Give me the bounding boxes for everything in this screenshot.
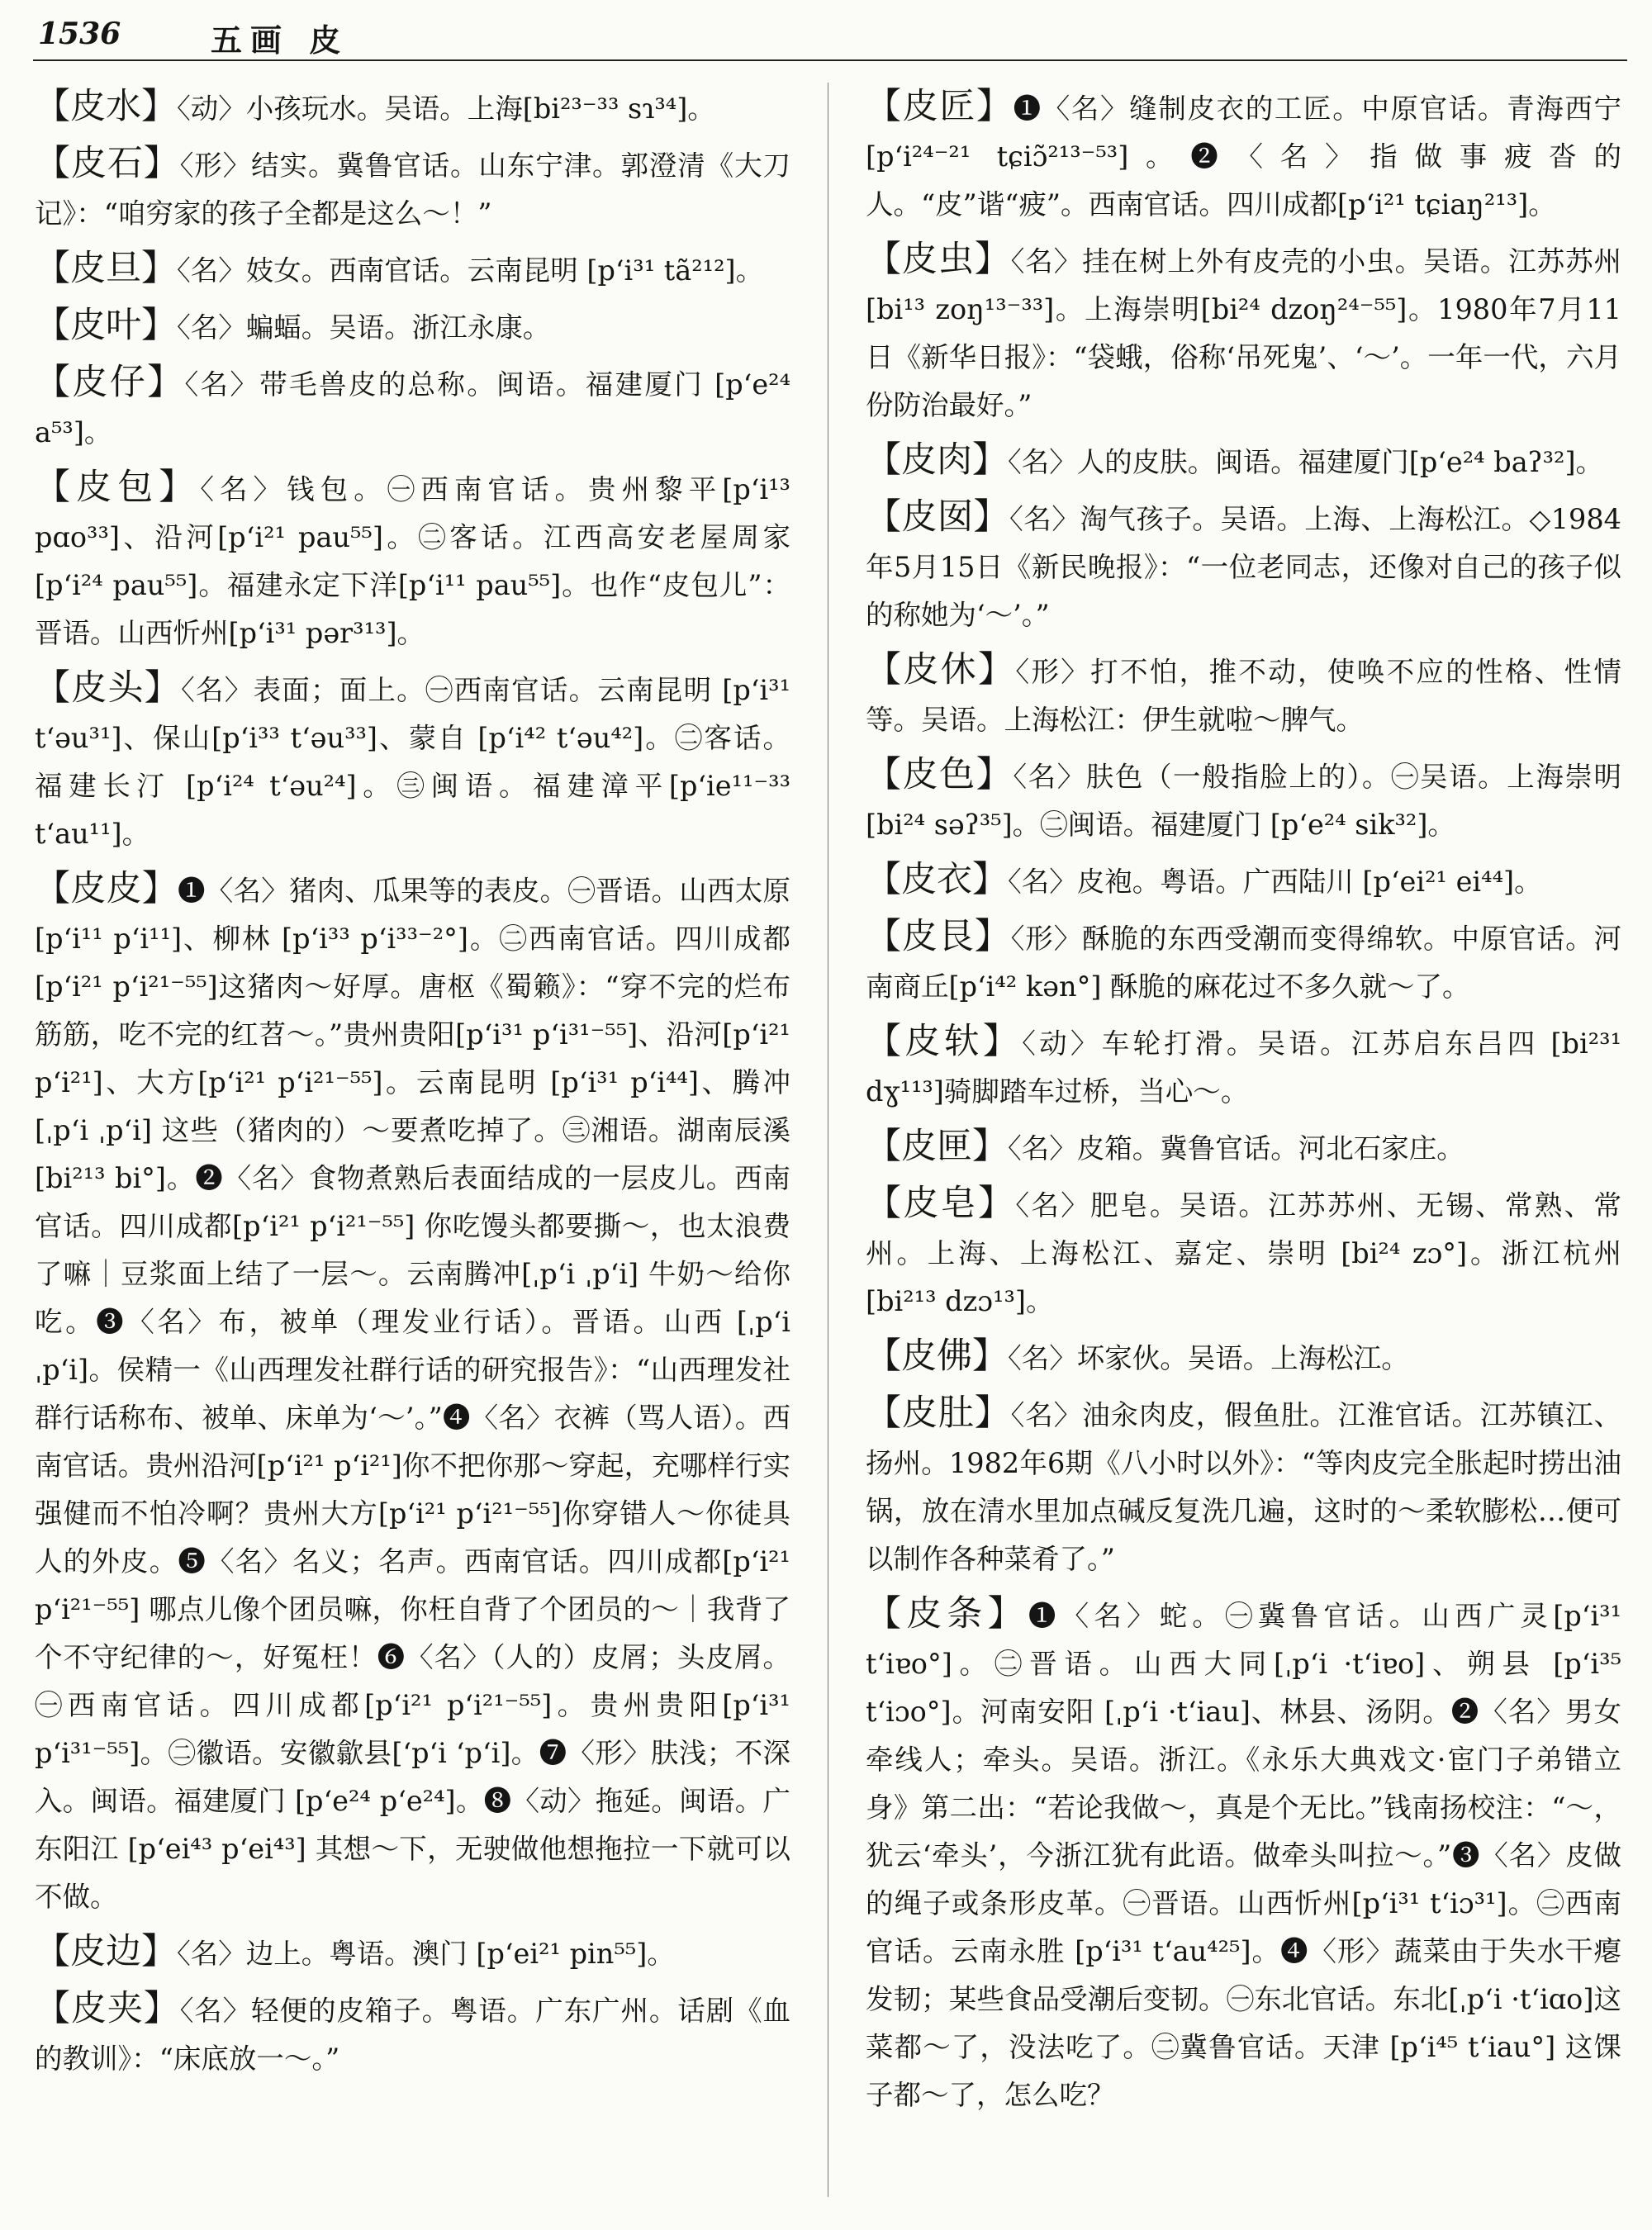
entry-definition: 〈名〉带毛兽皮的总称。闽语。福建厦门 [pʻe²⁴ a⁵³]。 (35, 368, 790, 448)
entry-definition: 〈名〉边上。粤语。澳门 [pʻei²¹ pin⁵⁵]。 (177, 1938, 675, 1970)
dictionary-entry (35, 1928, 790, 1978)
dictionary-entry (35, 358, 790, 457)
entry-headword: 【皮旦】 (35, 248, 177, 289)
entry-headword: 【皮石】 (35, 143, 180, 184)
dictionary-entry (35, 865, 790, 1921)
dictionary-entry (35, 244, 790, 295)
entry-headword: 【皮皮】 (35, 868, 178, 909)
entry-headword: 【皮匣】 (866, 1126, 1008, 1167)
entry-definition: 〈名〉妓女。西南官话。云南昆明 [pʻi³¹ tã²¹²]。 (177, 254, 764, 287)
dictionary-entry (866, 235, 1621, 429)
entry-definition: 〈名〉蝙蝠。吴语。浙江永康。 (177, 311, 551, 344)
dictionary-entry (35, 140, 790, 238)
entry-definition: 〈动〉车轮打滑。吴语。江苏启东吕四 [bi²³¹ dɣ¹¹³]骑脚踏车过桥，当心～。 (866, 1027, 1621, 1108)
entry-headword: 【皮皂】 (866, 1183, 1016, 1224)
entry-headword: 【皮叶】 (35, 305, 177, 346)
entry-headword: 【皮头】 (35, 667, 181, 709)
dictionary-entry (866, 1590, 1621, 2119)
section-title: 五画 皮 (211, 21, 349, 59)
entry-headword: 【皮虫】 (866, 239, 1011, 280)
entry-headword: 【皮条】 (866, 1593, 1028, 1635)
dictionary-entry (35, 1985, 790, 2083)
dictionary-entry (866, 751, 1621, 849)
entry-headword: 【皮休】 (866, 649, 1016, 690)
entry-headword: 【皮包】 (35, 467, 201, 508)
entry-headword: 【皮衣】 (866, 859, 1008, 900)
entry-headword: 【皮色】 (866, 754, 1014, 795)
entry-definition: 〈名〉淘气孩子。吴语。上海、上海松江。◇1984年5月15日《新民晚报》：“一位老同志，还像对自己的孩子似的称她为‘～’。” (866, 503, 1621, 631)
entry-definition: 〈名〉皮箱。冀鲁官话。河北石家庄。 (1008, 1132, 1464, 1165)
entry-definition: 〈名〉肤色（一般指脸上的）。㊀吴语。上海崇明[bi²⁴ səʔ³⁵]。㊁闽语。福建厦门 [pʻe²⁴ sik³²]。 (866, 761, 1621, 841)
entry-definition: 〈名〉坏家伙。吴语。上海松江。 (1008, 1342, 1409, 1374)
entry-definition: ❶〈名〉蛇。㊀冀鲁官话。山西广灵[pʻi³¹ tʻiɐo°]。㊁晋语。山西大同[ˌpʻi ·tʻiɐo]、朔县 [pʻi³⁵ tʻiɔo°]。河南安阳 [ˌpʻi ·tʻiau]、林县、汤阴。❷〈名〉男女牵线人；牵头。吴语。浙江。《永乐大典戏文·宦门子弟错立身》第二出：“若论我做～，真是个无比。”钱南扬校注：“～，犹云‘牵头’，今浙江犹有此语。做牵头叫拉～。”❸〈名〉皮做的绳子或条形皮革。㊀晋语。山西忻州[pʻi³¹ tʻiɔ³¹]。㊁西南官话。云南永胜 [pʻi³¹ tʻau⁴²⁵]。❹〈形〉蔬菜由于失水干瘪发韧；某些食品受潮后变韧。㊀东北官话。东北[ˌpʻi ·tʻiɑo]这菜都～了，没法吃了。㊁冀鲁官话。天津 [pʻi⁴⁵ tʻiau°] 这馃子都～了，怎么吃？ (866, 1600, 1621, 2111)
entry-definition: 〈名〉肥皂。吴语。江苏苏州、无锡、常熟、常州。上海、上海松江、嘉定、崇明 [bi²⁴ zɔ°]。浙江杭州[bi²¹³ dzɔ¹³]。 (866, 1189, 1621, 1317)
entry-headword: 【皮佛】 (866, 1336, 1008, 1377)
dictionary-entry (866, 1018, 1621, 1116)
entry-definition: 〈形〉打不怕，推不动，使唤不应的性格、性情等。吴语。上海松江：伊生就啦～脾气。 (866, 656, 1621, 736)
dictionary-entry (866, 83, 1621, 229)
entry-headword: 【皮仔】 (35, 362, 185, 403)
entry-headword: 【皮艮】 (866, 916, 1011, 957)
entry-headword: 【皮轪】 (866, 1021, 1023, 1062)
entry-definition: 〈形〉酥脆的东西受潮而变得绵软。中原官话。河南商丘[pʻi⁴² kən°] 酥脆的麻花过不多久就～了。 (866, 923, 1621, 1003)
dictionary-entry (35, 664, 790, 858)
dictionary-entry (866, 493, 1621, 639)
entry-definition: 〈动〉小孩玩水。吴语。上海[bi²³⁻³³ sɿ³⁴]。 (177, 93, 715, 125)
dictionary-entry (35, 301, 790, 352)
entry-definition: 〈名〉轻便的皮箱子。粤语。广东广州。话剧《血的教训》：“床底放一～。” (35, 1995, 790, 2075)
entry-definition: 〈名〉人的皮肤。闽语。福建厦门[pʻe²⁴ baʔ³²]。 (1008, 446, 1604, 478)
entry-definition: 〈名〉钱包。㊀西南官话。贵州黎平[pʻi¹³ pɑo³³]、沿河[pʻi²¹ pau⁵⁵]。㊁客话。江西高安老屋周家 [pʻi²⁴ pau⁵⁵]。福建永定下洋[pʻi¹¹ pau⁵⁵]。也作“皮包儿”：晋语。山西忻州[pʻi³¹ pər³¹³]。 (35, 473, 790, 649)
entry-definition: ❶〈名〉猪肉、瓜果等的表皮。㊀晋语。山西太原[pʻi¹¹ pʻi¹¹]、柳林 [pʻi³³ pʻi³³⁻²°]。㊁西南官话。四川成都[pʻi²¹ pʻi²¹⁻⁵⁵]这猪肉～好厚。唐枢《蜀籁》：“穿不完的烂布筋筋，吃不完的红苕～。”贵州贵阳[pʻi³¹ pʻi³¹⁻⁵⁵]、沿河[pʻi²¹ pʻi²¹]、大方[pʻi²¹ pʻi²¹⁻⁵⁵]。云南昆明 [pʻi³¹ pʻi⁴⁴]、腾冲[ˌpʻi ˌpʻi] 这些（猪肉的）～要煮吃掉了。㊂湘语。湖南辰溪[bi²¹³ bi°]。❷〈名〉食物煮熟后表面结成的一层皮儿。西南官话。四川成都[pʻi²¹ pʻi²¹⁻⁵⁵] 你吃馒头都要撕～，也太浪费了嘛｜豆浆面上结了一层～。云南腾冲[ˌpʻi ˌpʻi] 牛奶～给你吃。❸〈名〉布，被单（理发业行话）。晋语。山西 [ˌpʻi ˌpʻi]。侯精一《山西理发社群行话的研究报告》：“山西理发社群行话称布、被单、床单为‘～’。”❹〈名〉衣裤（骂人语）。西南官话。贵州沿河[pʻi²¹ pʻi²¹]你不把你那～穿起，充哪样行实强健而不怕冷啊？贵州大方[pʻi²¹ pʻi²¹⁻⁵⁵]你穿错人～你徒具人的外皮。❺〈名〉名义；名声。西南官话。四川成都[pʻi²¹ pʻi²¹⁻⁵⁵] 哪点儿像个团员嘛，你枉自背了个团员的～｜我背了个不守纪律的～，好冤枉！❻〈名〉（人的）皮屑；头皮屑。㊀西南官话。四川成都[pʻi²¹ pʻi²¹⁻⁵⁵]。贵州贵阳[pʻi³¹ pʻi³¹⁻⁵⁵]。㊁徽语。安徽歙县[ʻpʻi ʻpʻi]。❼〈形〉肤浅；不深入。闽语。福建厦门 [pʻe²⁴ pʻe²⁴]。❽〈动〉拖延。闽语。广东阳江 [pʻei⁴³ pʻei⁴³] 其想～下，无驶做他想拖拉一下就可以不做。 (35, 875, 790, 1913)
entry-headword: 【皮水】 (35, 86, 177, 127)
right-column (866, 83, 1621, 2222)
entry-headword: 【皮匠】 (866, 86, 1014, 127)
page-number: 1536 (38, 17, 121, 51)
entry-definition: 〈名〉挂在树上外有皮壳的小虫。吴语。江苏苏州[bi¹³ zoŋ¹³⁻³³]。上海崇明[bi²⁴ dzoŋ²⁴⁻⁵⁵]。1980年7月11日《新华日报》：“袋蛾，俗称‘吊死鬼’、‘～’。一年一代，六月份防治最好。” (866, 245, 1621, 421)
dictionary-entry (866, 1389, 1621, 1583)
left-column (35, 83, 790, 2222)
dictionary-entry (866, 1179, 1621, 1326)
dictionary-entry (866, 856, 1621, 906)
entry-headword: 【皮夹】 (35, 1988, 180, 2029)
entry-headword: 【皮囡】 (866, 496, 1010, 538)
entry-headword: 【皮肚】 (866, 1393, 1011, 1434)
entry-definition: ❶〈名〉缝制皮衣的工匠。中原官话。青海西宁 [pʻi²⁴⁻²¹ tɕiɔ̃²¹³⁻⁵³]。❷〈名〉指做事疲沓的人。“皮”谐“疲”。西南官话。四川成都[pʻi²¹ tɕiaŋ²¹³]。 (866, 93, 1621, 221)
dictionary-entry (866, 913, 1621, 1011)
dictionary-entry (866, 646, 1621, 744)
page-header (33, 12, 1627, 61)
dictionary-entry (866, 436, 1621, 486)
entry-definition: 〈名〉表面；面上。㊀西南官话。云南昆明 [pʻi³¹ tʻəu³¹]、保山[pʻi³³ tʻəu³³]、蒙自 [pʻi⁴² tʻəu⁴²]。㊁客话。福建长汀 [pʻi²⁴ tʻəu²⁴]。㊂闽语。福建漳平[pʻie¹¹⁻³³ tʻau¹¹]。 (35, 674, 790, 850)
entry-definition: 〈名〉油汆肉皮，假鱼肚。江淮官话。江苏镇江、扬州。1982年6期《八小时以外》：“等肉皮完全胀起时捞出油锅，放在清水里加点碱反复洗几遍，这时的～柔软膨松…便可以制作各种菜肴了。” (866, 1399, 1621, 1575)
entry-headword: 【皮边】 (35, 1931, 177, 1972)
entry-headword: 【皮肉】 (866, 439, 1008, 481)
entry-definition: 〈名〉皮袍。粤语。广西陆川 [pʻei²¹ ei⁴⁴]。 (1008, 866, 1542, 898)
dictionary-entry (35, 463, 790, 657)
entry-definition: 〈形〉结实。冀鲁官话。山东宁津。郭澄清《大刀记》：“咱穷家的孩子全都是这么～！” (35, 149, 790, 230)
dictionary-entry (35, 83, 790, 133)
dictionary-entry (866, 1122, 1621, 1173)
dictionary-entry (866, 1332, 1621, 1383)
